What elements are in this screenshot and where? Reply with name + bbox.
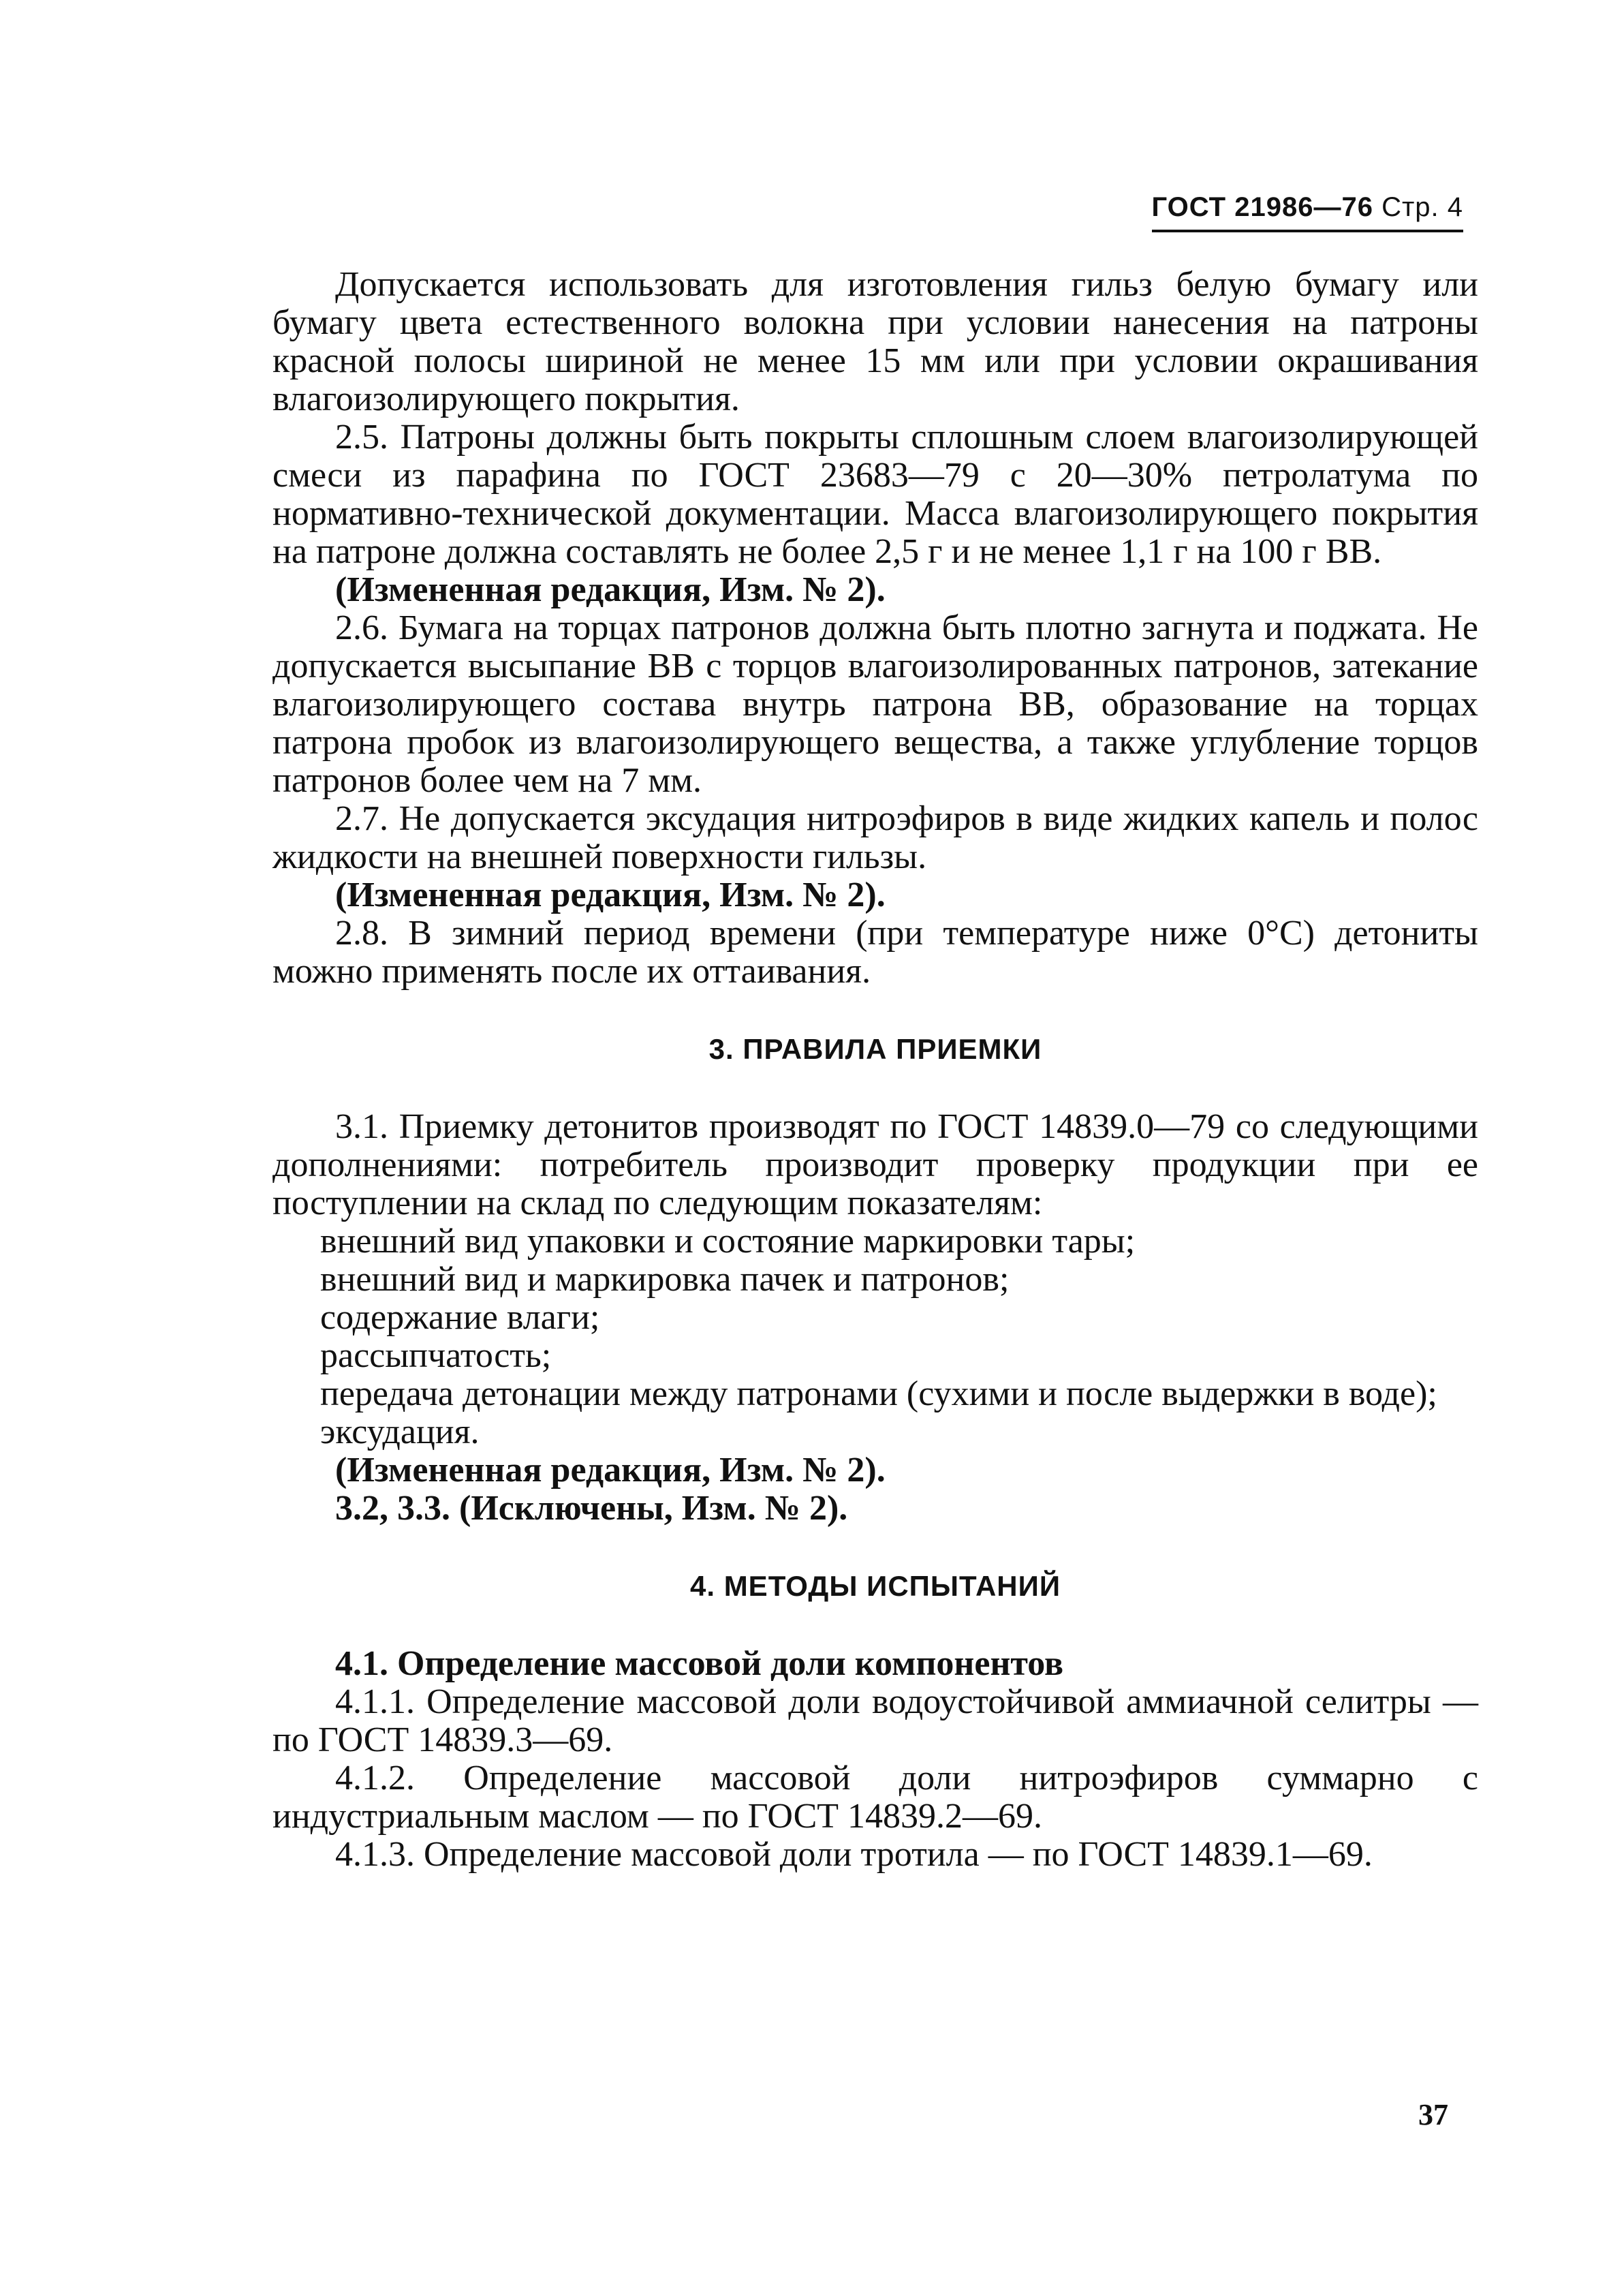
paragraph-2-5: 2.5. Патроны должны быть покрыты сплошным слоем влагоизолирующей смеси из парафина по ГОСТ 23683—79 с 20—30% петролатума по нормативно-технической документации. Масса влагоизолирующего покрытия на патроне должна составлять не более 2,5 г и не менее 1,1 г на 100 г ВВ. xyxy=(272,418,1478,571)
page-label: Стр. 4 xyxy=(1381,192,1463,222)
list-item: рассыпчатость; xyxy=(320,1336,552,1375)
paragraph-4-1-2: 4.1.2. Определение массовой доли нитроэфиров суммарно с индустриальным маслом — по ГОСТ 14839.2—69. xyxy=(272,1759,1478,1836)
paragraph-4-1-1: 4.1.1. Определение массовой доли водоустойчивой аммиачной селитры — по ГОСТ 14839.3—69. xyxy=(272,1682,1478,1759)
paragraph-paper-color: Допускается использовать для изготовления гильз белую бумагу или бумагу цвета естественного волокна при условии нанесения на патроны красной полосы шириной не менее 15 мм или при условии окрашивания влагоизолирующего покрытия. xyxy=(272,265,1478,418)
subsection-heading-4-1: 4.1. Определение массовой доли компонентов xyxy=(335,1644,1064,1683)
page-header xyxy=(1152,192,1463,232)
amendment-note: (Измененная редакция, Изм. № 2). xyxy=(335,570,886,609)
list-item: внешний вид упаковки и состояние маркировки тары; xyxy=(320,1222,1136,1261)
standard-code: ГОСТ 21986—76 xyxy=(1151,192,1373,222)
document-body xyxy=(272,266,1478,1874)
list-item: передача детонации между патронами (сухими и после выдержки в воде); xyxy=(320,1374,1437,1413)
page-number: 37 xyxy=(1418,2098,1448,2131)
section-heading-acceptance: 3. ПРАВИЛА ПРИЕМКИ xyxy=(708,1033,1042,1065)
paragraph-2-8: 2.8. В зимний период времени (при температуре ниже 0°С) детониты можно применять после их оттаивания. xyxy=(272,914,1478,991)
section-heading-test-methods: 4. МЕТОДЫ ИСПЫТАНИЙ xyxy=(690,1570,1061,1602)
list-item: внешний вид и маркировка пачек и патронов; xyxy=(320,1260,1010,1299)
paragraph-2-7: 2.7. Не допускается эксудация нитроэфиров в виде жидких капель и полос жидкости на внешней поверхности гильзы. xyxy=(272,799,1478,876)
paragraph-2-6: 2.6. Бумага на торцах патронов должна быть плотно загнута и поджата. Не допускается высыпание ВВ с торцов влагоизолированных патронов, затекание влагоизолирующего состава внутрь патрона ВВ, образование на торцах патрона пробок из влагоизолирующего вещества, а также углубление торцов патронов более чем на 7 мм. xyxy=(272,608,1478,800)
amendment-note: (Измененная редакция, Изм. № 2). xyxy=(335,876,886,914)
list-item: содержание влаги; xyxy=(320,1298,600,1337)
excluded-note: 3.2, 3.3. (Исключены, Изм. № 2). xyxy=(335,1489,848,1528)
list-item: эксудация. xyxy=(320,1413,480,1451)
amendment-note: (Измененная редакция, Изм. № 2). xyxy=(335,1451,886,1490)
paragraph-3-1: 3.1. Приемку детонитов производят по ГОСТ 14839.0—79 со следующими дополнениями: потребитель производит проверку продукции при ее поступлении на склад по следующим показателям: xyxy=(272,1107,1478,1222)
paragraph-4-1-3: 4.1.3. Определение массовой доли тротила — по ГОСТ 14839.1—69. xyxy=(335,1835,1373,1874)
